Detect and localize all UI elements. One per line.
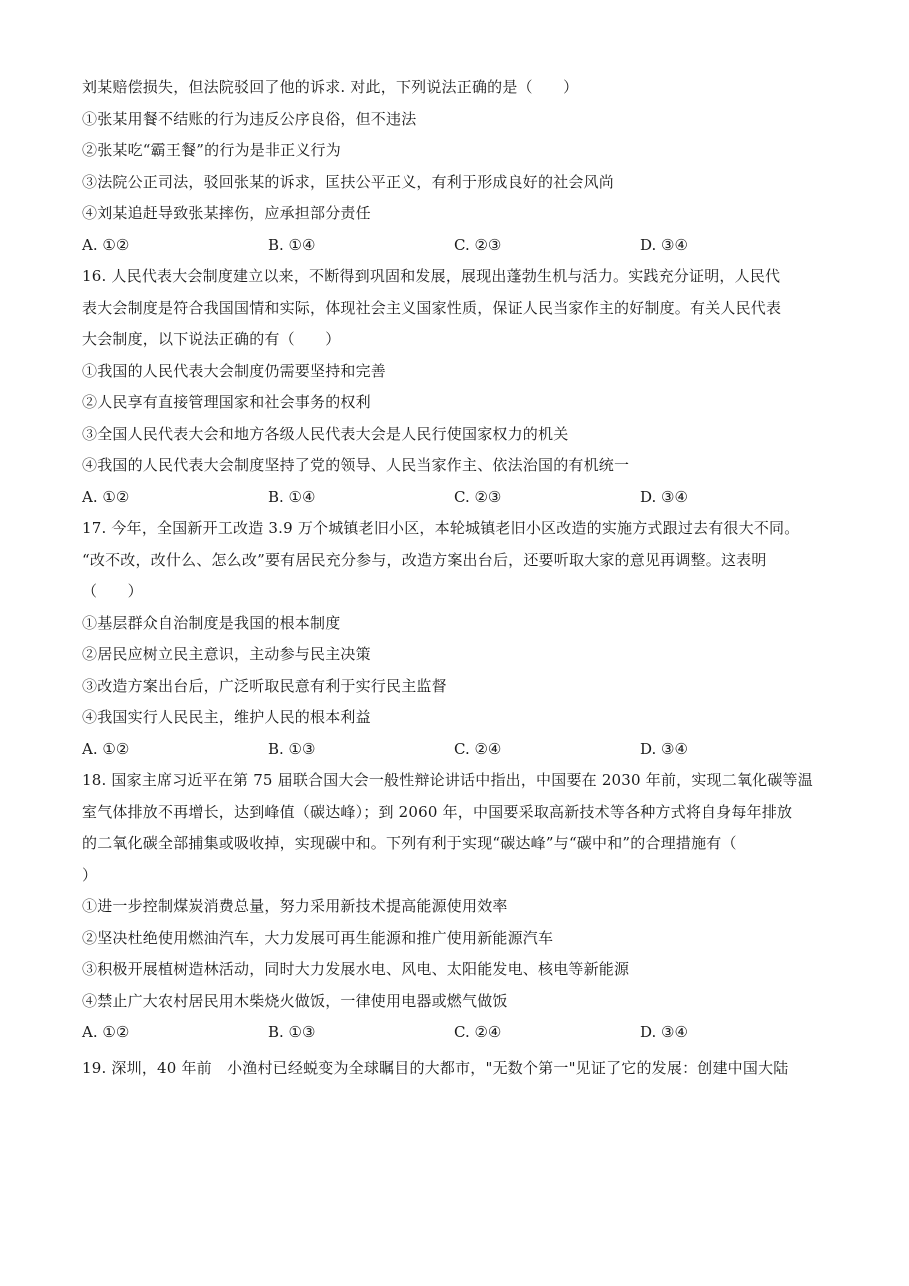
option-d: D. ③④ [640, 487, 688, 506]
question-17 [82, 513, 827, 765]
option-a: A. ①② [82, 739, 130, 758]
question-15-statement-1: ①张某用餐不结账的行为违反公序良俗，但不违法 [82, 109, 417, 128]
option-d: D. ③④ [640, 235, 688, 254]
question-16-statement-1: ①我国的人民代表大会制度仍需要坚持和完善 [82, 361, 387, 380]
question-18-stem-line-2: 室气体排放不再增长，达到峰值（碳达峰）；到 2060 年，中国要采取高新技术等各种方式将自身每年排放 [82, 802, 793, 821]
question-16-statement-2: ②人民享有直接管理国家和社会事务的权利 [82, 393, 371, 411]
question-17-options [82, 734, 827, 766]
option-d: D. ③④ [640, 739, 688, 758]
option-a: A. ①② [82, 487, 130, 506]
question-15-statement-2: ②张某吃“霸王餐”的行为是非正义行为 [82, 141, 341, 159]
question-16 [82, 261, 827, 513]
question-19 [82, 1053, 827, 1085]
option-c: C. ②④ [454, 1023, 502, 1041]
option-b: B. ①③ [268, 739, 316, 758]
question-16-stem-line-2: 表大会制度是符合我国国情和实际，体现社会主义国家性质，保证人民当家作主的好制度。有关人民代表 [82, 298, 782, 317]
question-18-stem-line-4: ） [82, 865, 98, 884]
question-17-stem-line-2: “改不改，改什么、怎么改”要有居民充分参与，改造方案出台后，还要听取大家的意见再调整。这表明 [82, 550, 767, 569]
option-c: C. ②③ [454, 235, 502, 254]
question-17-statement-4: ④我国实行人民民主，维护人民的根本利益 [82, 708, 371, 726]
question-16-statement-3: ③全国人民代表大会和地方各级人民代表大会是人民行使国家权力的机关 [82, 424, 569, 443]
question-18-stem-line-3: 的二氧化碳全部捕集或吸收掉，实现碳中和。下列有利于实现“碳达峰”与“碳中和”的合理措施有（ [82, 834, 737, 852]
question-15-statement-3: ③法院公正司法，驳回张某的诉求，匡扶公平正义，有利于形成良好的社会风尚 [82, 172, 615, 191]
option-d: D. ③④ [640, 1023, 688, 1041]
exam-page [82, 72, 827, 1084]
question-18 [82, 765, 827, 1049]
question-18-statement-4: ④禁止广大农村居民用木柴烧火做饭，一律使用电器或燃气做饭 [82, 991, 508, 1010]
option-a: A. ①② [82, 1023, 130, 1041]
question-18-statement-1: ①进一步控制煤炭消费总量，努力采用新技术提高能源使用效率 [82, 897, 508, 915]
question-18-options [82, 1017, 827, 1049]
option-b: B. ①④ [268, 487, 316, 506]
question-16-options [82, 482, 827, 514]
option-b: B. ①③ [268, 1023, 316, 1041]
question-17-statement-1: ①基层群众自治制度是我国的根本制度 [82, 613, 341, 632]
question-17-statement-2: ②居民应树立民主意识，主动参与民主决策 [82, 645, 371, 663]
question-16-stem-line-3: 大会制度，以下说法正确的有（ ） [82, 330, 341, 348]
question-18-statement-2: ②坚决杜绝使用燃油汽车，大力发展可再生能源和推广使用新能源汽车 [82, 928, 554, 947]
question-16-stem-line-1: 16. 人民代表大会制度建立以来，不断得到巩固和发展，展现出蓬勃生机与活力。实践充分证明，人民代 [82, 267, 781, 285]
question-15-stem-line: 刘某赔偿损失，但法院驳回了他的诉求. 对此，下列说法正确的是（ ） [82, 78, 579, 96]
question-17-statement-3: ③改造方案出台后，广泛听取民意有利于实行民主监督 [82, 676, 447, 695]
option-b: B. ①④ [268, 235, 316, 254]
option-c: C. ②④ [454, 739, 502, 758]
question-19-stem-line-1: 19. 深圳，40 年前 小渔村已经蜕变为全球瞩目的大都市，"无数个第一"见证了它的发展：创建中国大陆 [82, 1058, 789, 1077]
question-15-statement-4: ④刘某追赶导致张某摔伤，应承担部分责任 [82, 204, 371, 222]
question-15 [82, 72, 827, 261]
question-15-options [82, 230, 827, 262]
question-17-stem-line-1: 17. 今年，全国新开工改造 3.9 万个城镇老旧小区，本轮城镇老旧小区改造的实施方式跟过去有很大不同。 [82, 519, 800, 537]
option-c: C. ②③ [454, 487, 502, 506]
question-16-statement-4: ④我国的人民代表大会制度坚持了党的领导、人民当家作主、依法治国的有机统一 [82, 456, 630, 474]
question-18-statement-3: ③积极开展植树造林活动，同时大力发展水电、风电、太阳能发电、核电等新能源 [82, 960, 630, 978]
question-17-stem-line-3: （ ） [82, 582, 143, 600]
question-18-stem-line-1: 18. 国家主席习近平在第 75 届联合国大会一般性辩论讲话中指出，中国要在 2030 年前，实现二氧化碳等温 [82, 771, 813, 789]
option-a: A. ①② [82, 235, 130, 254]
